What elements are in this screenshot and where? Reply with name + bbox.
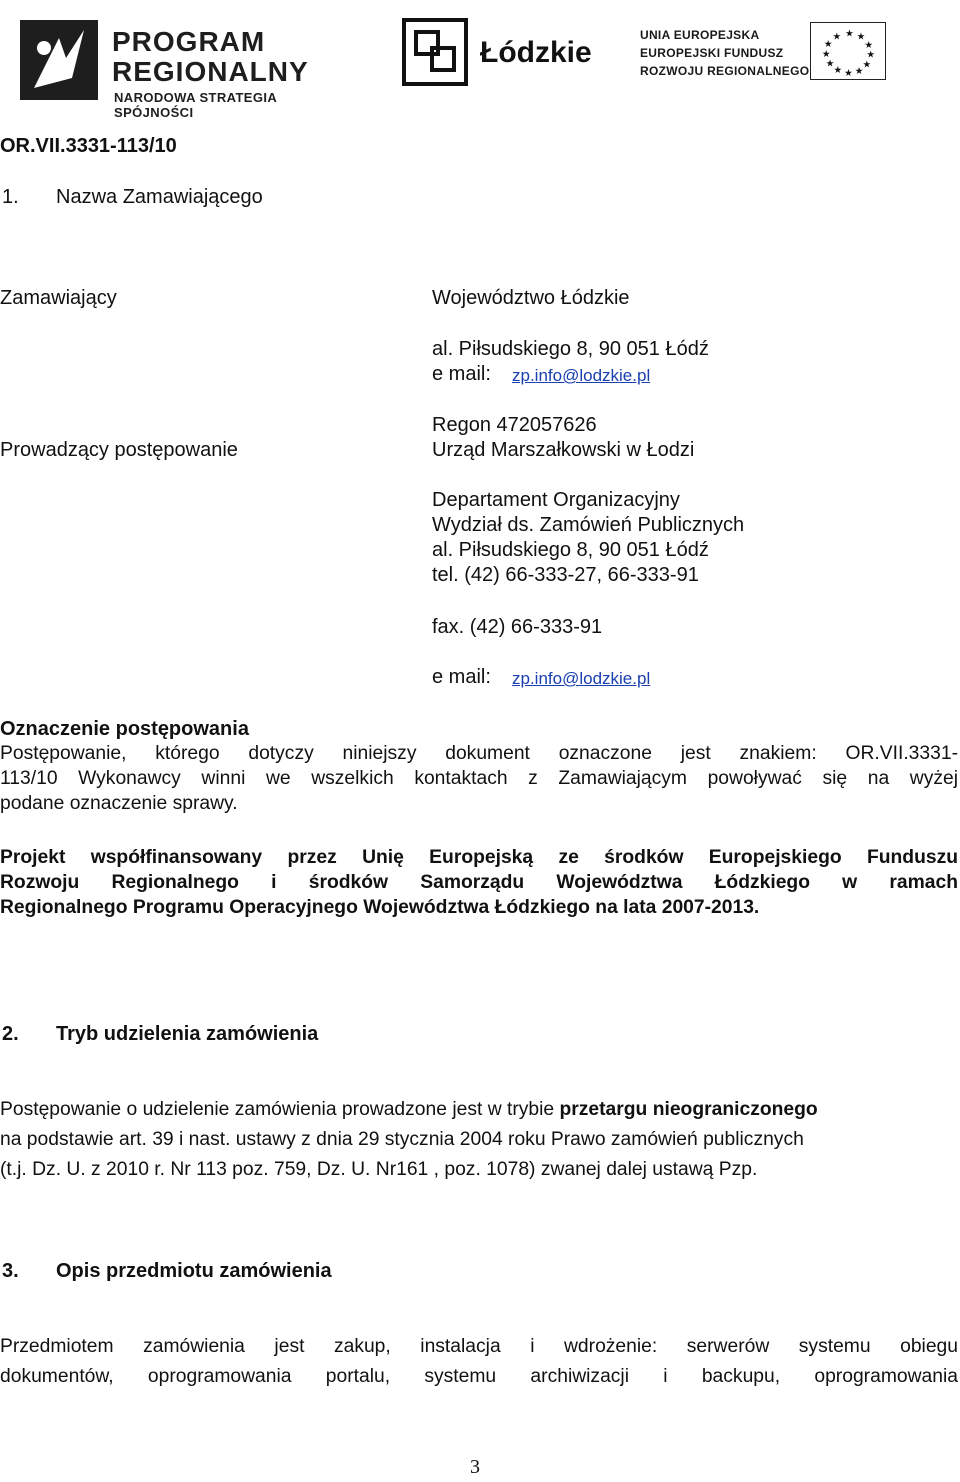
program-regionalny-logo [14, 14, 354, 120]
designation-heading: Oznaczenie postępowania [0, 718, 249, 740]
designation-line2: 113/10 Wykonawcy winni we wszelkich kontaktach z Zamawiającym powoływać się na wyżej [0, 768, 958, 789]
conducting-label: Prowadzący postępowanie [0, 439, 238, 461]
section3-line1: Przedmiotem zamówienia jest zakup, instalacja i wdrożenie: serwerów systemu obiegu [0, 1336, 958, 1357]
svg-text:★: ★ [866, 49, 876, 61]
project-line3: Regionalnego Programu Operacyjnego Województwa Łódzkiego na lata 2007-2013. [0, 897, 760, 918]
section2-number: 2. [2, 1023, 19, 1045]
page-number: 3 [470, 1456, 480, 1478]
svg-text:★: ★ [854, 66, 864, 78]
conducting-office: Urząd Marszałkowski w Łodzi [432, 439, 695, 461]
svg-text:★: ★ [823, 39, 833, 51]
svg-text:★: ★ [844, 68, 853, 80]
section3-number: 3. [2, 1260, 19, 1282]
lodzkie-emblem-icon [402, 18, 468, 86]
lodzkie-logo-name: Łódzkie [480, 36, 592, 69]
section2-line1-prefix: Postępowanie o udzielenie zamówienia prowadzone jest w trybie [0, 1099, 560, 1120]
section2-line2: na podstawie art. 39 i nast. ustawy z dnia 29 stycznia 2004 roku Prawo zamówień publicznych [0, 1129, 804, 1150]
designation-line3: podane oznaczenie sprawy. [0, 793, 238, 814]
conducting-email-link[interactable]: zp.info@lodzkie.pl [512, 669, 651, 688]
svg-text:★: ★ [864, 40, 874, 52]
eu-flag-icon [810, 22, 886, 80]
section3-line2: dokumentów, oprogramowania portalu, systemu archiwizacji i backupu, oprogramowania [0, 1366, 958, 1387]
svg-text:★: ★ [845, 28, 854, 40]
ordering-party-name: Województwo Łódzkie [432, 287, 630, 309]
lodzkie-logo [402, 18, 602, 88]
program-logo-line1: PROGRAM [112, 26, 266, 57]
svg-text:★: ★ [821, 48, 831, 60]
conducting-email-label: e mail: [432, 666, 491, 688]
section2-tender-type: przetargu nieograniczonego [559, 1099, 818, 1120]
conducting-department: Departament Organizacyjny [432, 489, 680, 511]
conducting-division: Wydział ds. Zamówień Publicznych [432, 514, 745, 536]
ordering-email-label: e mail: [432, 363, 491, 385]
designation-line1: Postępowanie, którego dotyczy niniejszy dokument oznaczone jest znakiem: OR.VII.3331- [0, 743, 958, 764]
conducting-address: al. Piłsudskiego 8, 90 051 Łódź [432, 539, 709, 561]
section2-heading: Tryb udzielenia zamówienia [56, 1023, 319, 1045]
svg-text:★: ★ [862, 59, 872, 71]
section2-line1 [0, 1099, 818, 1121]
conducting-phone: tel. (42) 66-333-27, 66-333-91 [432, 564, 699, 586]
program-logo-line3: NARODOWA STRATEGIA SPÓJNOŚCI [114, 90, 277, 120]
svg-text:★: ★ [833, 65, 843, 77]
project-line1: Projekt współfinansowany przez Unię Europejską ze środków Europejskiego Funduszu [0, 847, 958, 868]
eu-logo-line3: ROZWOJU REGIONALNEGO [640, 64, 810, 78]
svg-text:★: ★ [832, 31, 842, 43]
regon: Regon 472057626 [432, 414, 597, 436]
section1-number: 1. [2, 186, 19, 208]
eu-logo-line2: EUROPEJSKI FUNDUSZ [640, 46, 784, 60]
section1-heading: Nazwa Zamawiającego [56, 186, 263, 208]
ordering-party-address: al. Piłsudskiego 8, 90 051 Łódź [432, 338, 709, 360]
ordering-email-link[interactable]: zp.info@lodzkie.pl [512, 366, 651, 385]
eu-logo-line1: UNIA EUROPEJSKA [640, 28, 760, 42]
reference-number: OR.VII.3331-113/10 [0, 135, 177, 157]
program-regionalny-emblem-icon [14, 18, 104, 108]
conducting-fax: fax. (42) 66-333-91 [432, 616, 603, 638]
section2-line3: (t.j. Dz. U. z 2010 r. Nr 113 poz. 759, Dz. U. Nr161 , poz. 1078) zwanej dalej ustawą Pzp. [0, 1159, 758, 1180]
ordering-party-label: Zamawiający [0, 287, 117, 309]
project-line2: Rozwoju Regionalnego i środków Samorządu Województwa Łódzkiego w ramach [0, 872, 958, 893]
svg-text:★: ★ [825, 58, 835, 70]
eu-logo [612, 22, 882, 86]
program-logo-line2: REGIONALNY [112, 56, 309, 87]
section3-heading: Opis przedmiotu zamówienia [56, 1260, 332, 1282]
svg-text:★: ★ [856, 31, 866, 43]
